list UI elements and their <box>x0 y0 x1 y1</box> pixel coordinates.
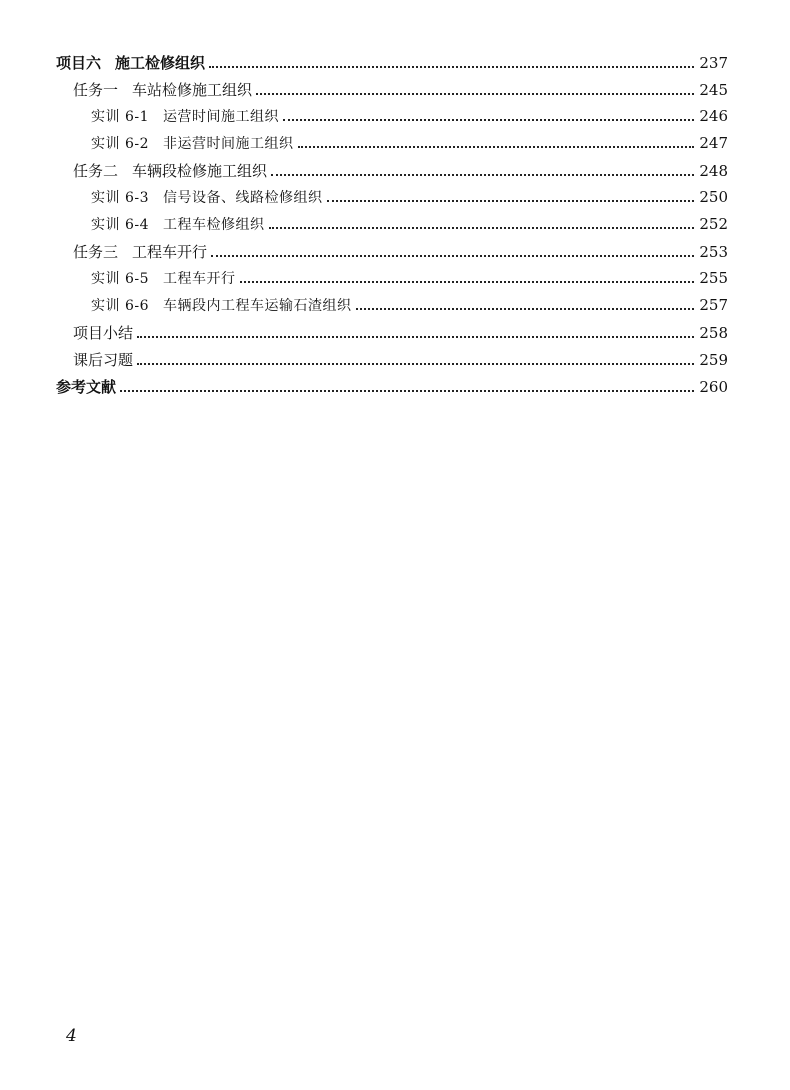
toc-entry-practice-6-5[interactable] <box>56 268 728 295</box>
toc-entry-title: 任务三 工程车开行 <box>73 243 208 261</box>
dot-leader <box>240 281 695 283</box>
toc-entry-exercises[interactable] <box>56 349 728 376</box>
dot-leader <box>283 119 694 121</box>
toc-entry-task-3[interactable] <box>56 241 728 268</box>
toc-entry-page: 253 <box>699 243 728 261</box>
toc-entry-page: 258 <box>699 324 728 342</box>
toc-entry-practice-6-6[interactable] <box>56 295 728 322</box>
toc-entry-title: 实训 6-6 车辆段内工程车运输石渣组织 <box>91 298 352 314</box>
dot-leader <box>137 336 694 338</box>
toc-entry-references[interactable] <box>56 376 728 403</box>
dot-leader <box>356 308 695 310</box>
table-of-contents <box>56 52 728 403</box>
toc-entry-page: 248 <box>699 162 728 180</box>
toc-entry-page: 252 <box>699 215 728 233</box>
toc-entry-page: 257 <box>699 296 728 314</box>
toc-entry-page: 255 <box>699 269 728 287</box>
toc-entry-task-2[interactable] <box>56 160 728 187</box>
dot-leader <box>120 390 694 392</box>
toc-entry-page: 237 <box>699 54 728 72</box>
toc-entry-practice-6-1[interactable] <box>56 106 728 133</box>
toc-entry-title: 实训 6-5 工程车开行 <box>91 271 236 287</box>
dot-leader <box>327 200 695 202</box>
page-number: 4 <box>66 1026 77 1046</box>
toc-entry-page: 245 <box>699 81 728 99</box>
toc-entry-page: 246 <box>699 107 728 125</box>
toc-entry-title: 任务二 车辆段检修施工组织 <box>73 162 268 180</box>
toc-entry-title: 实训 6-1 运营时间施工组织 <box>91 109 279 125</box>
dot-leader <box>271 174 694 176</box>
toc-entry-title: 项目小结 <box>73 324 134 342</box>
toc-entry-practice-6-2[interactable] <box>56 133 728 160</box>
toc-entry-page: 247 <box>699 134 728 152</box>
toc-entry-title: 实训 6-3 信号设备、线路检修组织 <box>91 190 323 206</box>
toc-entry-project-6[interactable] <box>56 52 728 79</box>
dot-leader <box>137 363 694 365</box>
toc-entry-page: 250 <box>699 188 728 206</box>
dot-leader <box>298 146 695 148</box>
toc-entry-task-1[interactable] <box>56 79 728 106</box>
toc-entry-title: 项目六 施工检修组织 <box>56 54 206 72</box>
toc-entry-page: 259 <box>699 351 728 369</box>
dot-leader <box>209 66 694 68</box>
toc-entry-practice-6-3[interactable] <box>56 187 728 214</box>
toc-entry-practice-6-4[interactable] <box>56 214 728 241</box>
toc-entry-title: 实训 6-2 非运营时间施工组织 <box>91 136 294 152</box>
toc-entry-title: 任务一 车站检修施工组织 <box>73 81 253 99</box>
dot-leader <box>211 255 694 257</box>
dot-leader <box>269 227 695 229</box>
toc-entry-title: 实训 6-4 工程车检修组织 <box>91 217 265 233</box>
toc-entry-title: 课后习题 <box>73 351 134 369</box>
toc-entry-page: 260 <box>699 378 728 396</box>
toc-entry-title: 参考文献 <box>56 378 117 396</box>
dot-leader <box>256 93 694 95</box>
toc-entry-project-summary[interactable] <box>56 322 728 349</box>
